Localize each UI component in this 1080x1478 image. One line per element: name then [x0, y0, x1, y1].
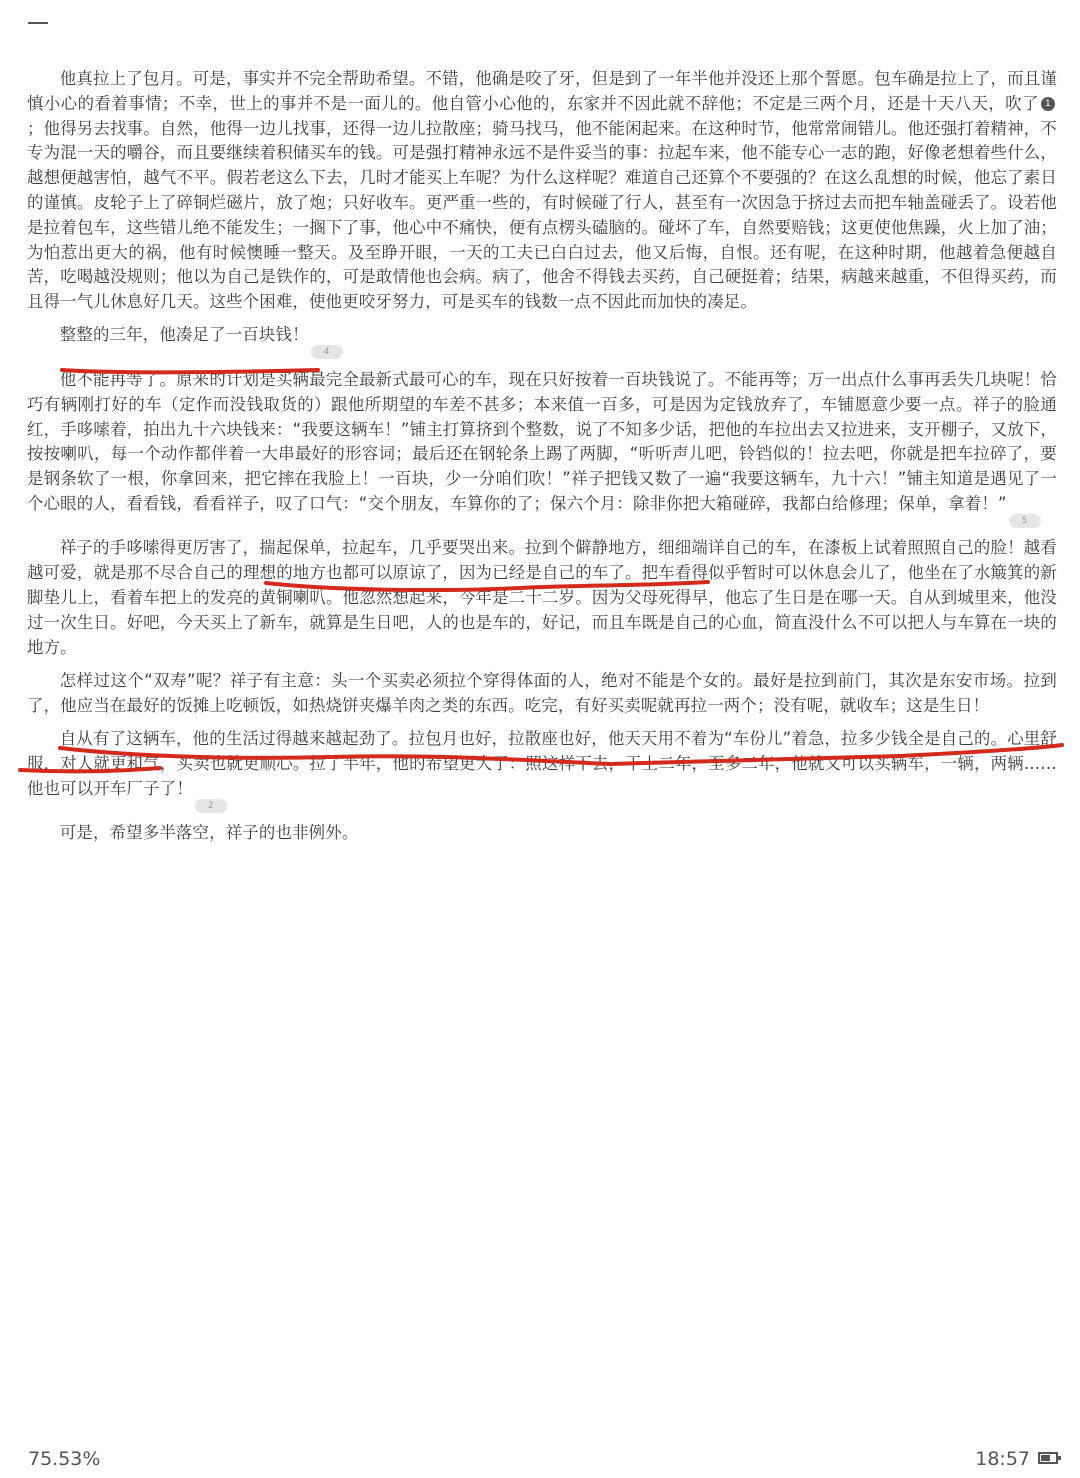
paragraph-7-text: 可是，希望多半落空，祥子的也非例外。: [59, 823, 359, 843]
paragraph-7: [27, 821, 1057, 846]
clock: 18:57: [975, 1448, 1030, 1470]
comment-count-badge[interactable]: 4: [311, 345, 343, 359]
paragraph-1: [27, 67, 1057, 315]
comment-count-badge[interactable]: 5: [1009, 514, 1041, 528]
paragraph-4: [27, 536, 1057, 660]
paragraph-3: [27, 368, 1057, 528]
battery-level-fill: [1041, 1455, 1050, 1461]
paragraph-6: [27, 727, 1057, 813]
comment-count-badge[interactable]: 2: [195, 799, 227, 813]
reader-content: [27, 67, 1057, 854]
paragraph-3-text: 他不能再等了。原来的计划是买辆最完全最新式最可心的车，现在只好按着一百块钱说了。不能再等；万一出点什么事再丢失几块呢！恰巧有辆刚打好的车（定作而没钱取货的）跟他所期望的车差不甚多；本来值一百多，可是因为定钱放弃了，车铺愿意少要一点。祥子的脸通红，手哆嗦着，拍出九十六块钱来：“我要这辆车！”铺主打算挤到个整数，说了不知多少话，把他的车拉出去又拉进来，支开棚子，又放下，按按喇叭，每一个动作都伴着一大串最好的形容词；最后还在钢轮条上踢了两脚，“听听声儿吧，铃铛似的！拉去吧，你就是把车拉碎了，要是钢条软了一根，你拿回来，把它摔在我脸上！一百块，少一分咱们吹！”祥子把钱又数了一遍“我要这辆车，九十六！”铺主知道是遇见了一个心眼的人，看看钱，看看祥子，叹了口气：“交个朋友，车算你的了；保六个月：除非你把大箱碰碎，我都白给修理；保单，拿着！”: [27, 369, 1057, 513]
paragraph-2: [27, 323, 1057, 359]
paragraph-4-text: 祥子的手哆嗦得更厉害了，揣起保单，拉起车，几乎要哭出来。拉到个僻静地方，细细端详自己的车，在漆板上试着照照自己的脸！越看越可爱，就是那不尽合自己的理想的地方也都可以原谅了，因为已经是自己的车了。把车看得似乎暂时可以休息会儿了，他坐在了水簸箕的新脚垫儿上，看着车把上的发亮的黄铜喇叭。他忽然想起来，今年是二十二岁。因为父母死得早，他忘了生日是在哪一天。自从到城里来，他没过一次生日。好吧，今天买上了新车，就算是生日吧，人的也是车的，好记，而且车既是自己的心血，简直没什么不可以把人与车算在一块的地方。: [27, 538, 1057, 657]
paragraph-1-text-b: ；他得另去找事。自然，他得一边儿找事，还得一边儿拉散座；骑马找马，他不能闲起来。在这种时节，他常常闹错儿。他还强打着精神，不专为混一天的嚼谷，而且要继续着积储买车的钱。可是强打精神永远不是件妥当的事：拉起车来，他不能专心一志的跑，好像老想着些什么，越想便越害怕，越气不平。假若老这么下去，几时才能买上车呢？为什么这样呢？难道自己还算个不要强的？在这么乱想的时候，他忘了素日的谨慎。皮轮子上了碎铜烂磁片，放了炮；只好收车。更严重一些的，有时候碰了行人，甚至有一次因急于挤过去而把车轴盖碰丢了。设若他是拉着包车，这些错儿绝不能发生；一搁下了事，他心中不痛快，便有点楞头磕脑的。碰坏了车，自然要赔钱；这更使他焦躁，火上加了油；为怕惹出更大的祸，他有时候懊睡一整天。及至睁开眼，一天的工夫已白白过去，他又后悔，自恨。还有呢，在这种时期，他越着急便越自苦，吃喝越没规则；他以为自己是铁作的，可是敢情他也会病。病了，他舍不得钱去买药，自己硬挺着；结果，病越来越重，不但得买药，而且得一气儿休息好几天。这些个困难，使他更咬牙努力，可是买车的钱数一点不因此而加快的凑足。: [27, 118, 1057, 312]
paragraph-5: [27, 669, 1057, 719]
status-bar: [0, 1440, 1080, 1478]
paragraph-2-text[interactable]: 整整的三年，他凑足了一百块钱！: [59, 325, 309, 345]
battery-tip: [1058, 1456, 1061, 1460]
paragraph-5-text: 怎样过这个“双寿”呢？祥子有主意：头一个买卖必须拉个穿得体面的人，绝对不能是个女的。最好是拉到前门，其次是东安市场。拉到了，他应当在最好的饭摊上吃顿饭，如热烧饼夹爆羊肉之类的东西。吃完，有好买卖呢就再拉一两个；没有呢，就收车；这是生日！: [27, 670, 1057, 715]
battery-icon: [1038, 1452, 1058, 1464]
footnote-marker-icon[interactable]: 1: [1041, 97, 1055, 111]
paragraph-6-text: 自从有了这辆车，他的生活过得越来越起劲了。拉包月也好，拉散座也好，他天天用不着为“车份儿”着急，拉多少钱全是自己的。心里舒服，对人就更和气，买卖也就更顺心。拉了半年，他的希望更大了：照这样下去，干上二年，至多二年，他就又可以买辆车，一辆，两辆……他也可以开车厂子了！: [27, 729, 1057, 798]
menu-dash-icon[interactable]: [28, 22, 48, 24]
paragraph-1-text-a: 他真拉上了包月。可是，事实并不完全帮助希望。不错，他确是咬了牙，但是到了一年半他并没还上那个誓愿。包车确是拉上了，而且谨慎小心的看着事情；不幸，世上的事并不是一面儿的。他自管小心他的，东家并不因此就不辞他；不定是三两个月，还是十天八天，吹了: [27, 69, 1057, 113]
top-bar: [0, 0, 1080, 50]
reading-progress: 75.53%: [28, 1448, 101, 1470]
